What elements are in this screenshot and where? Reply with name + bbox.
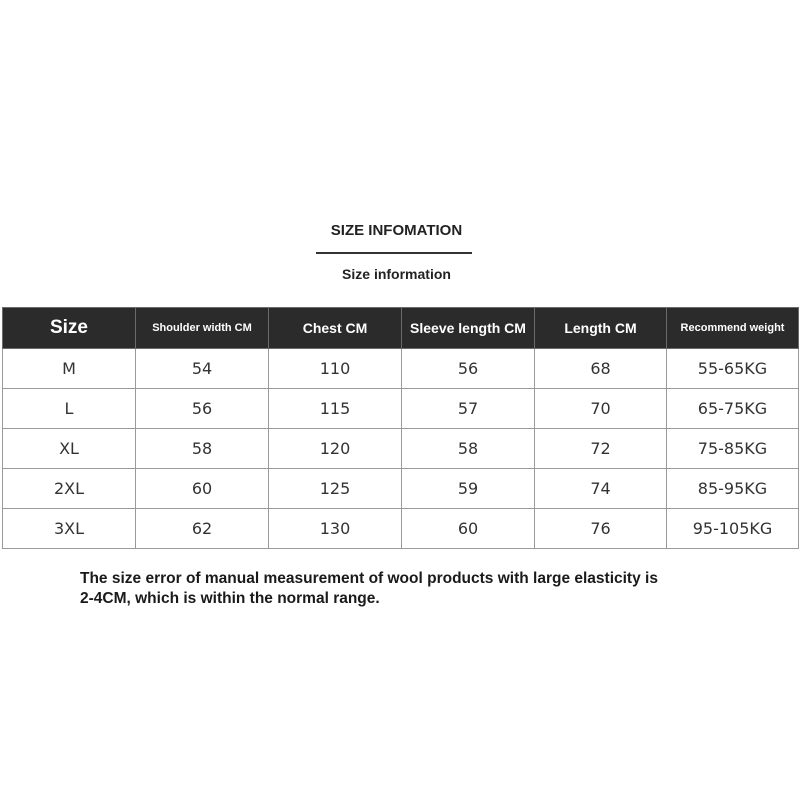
cell-chest: 110 — [269, 349, 402, 389]
cell-shoulder-width: 56 — [136, 389, 269, 429]
column-header-size: Size — [3, 308, 136, 349]
measurement-note — [80, 569, 760, 609]
column-header-shoulder-width: Shoulder width CM — [136, 308, 269, 349]
column-header-sleeve-length: Sleeve length CM — [402, 308, 535, 349]
cell-recommend-weight: 65-75KG — [667, 389, 799, 429]
cell-recommend-weight: 85-95KG — [667, 469, 799, 509]
cell-length: 74 — [535, 469, 667, 509]
title-underline — [316, 252, 472, 254]
table-row — [3, 509, 799, 549]
cell-shoulder-width: 62 — [136, 509, 269, 549]
table-row — [3, 469, 799, 509]
cell-chest: 130 — [269, 509, 402, 549]
column-header-recommend-weight: Recommend weight — [667, 308, 799, 349]
cell-chest: 125 — [269, 469, 402, 509]
cell-size: 3XL — [3, 509, 136, 549]
note-line-2: 2-4CM, which is within the normal range. — [80, 590, 380, 607]
table-row — [3, 429, 799, 469]
cell-recommend-weight: 55-65KG — [667, 349, 799, 389]
table-header-row — [3, 308, 799, 349]
cell-length: 68 — [535, 349, 667, 389]
note-line-1: The size error of manual measurement of wool products with large elasticity is — [80, 570, 658, 587]
cell-length: 70 — [535, 389, 667, 429]
cell-shoulder-width: 58 — [136, 429, 269, 469]
cell-recommend-weight: 95-105KG — [667, 509, 799, 549]
column-header-chest: Chest CM — [269, 308, 402, 349]
table-row — [3, 349, 799, 389]
table-row — [3, 389, 799, 429]
cell-shoulder-width: 54 — [136, 349, 269, 389]
cell-sleeve-length: 57 — [402, 389, 535, 429]
cell-size: M — [3, 349, 136, 389]
size-table — [2, 307, 799, 549]
cell-sleeve-length: 58 — [402, 429, 535, 469]
cell-shoulder-width: 60 — [136, 469, 269, 509]
column-header-length: Length CM — [535, 308, 667, 349]
cell-size: 2XL — [3, 469, 136, 509]
cell-recommend-weight: 75-85KG — [667, 429, 799, 469]
cell-length: 72 — [535, 429, 667, 469]
cell-size: L — [3, 389, 136, 429]
page-title: SIZE INFOMATION — [330, 222, 463, 239]
cell-length: 76 — [535, 509, 667, 549]
cell-chest: 120 — [269, 429, 402, 469]
cell-chest: 115 — [269, 389, 402, 429]
page-subtitle: Size information — [342, 266, 451, 282]
cell-size: XL — [3, 429, 136, 469]
cell-sleeve-length: 56 — [402, 349, 535, 389]
cell-sleeve-length: 60 — [402, 509, 535, 549]
cell-sleeve-length: 59 — [402, 469, 535, 509]
